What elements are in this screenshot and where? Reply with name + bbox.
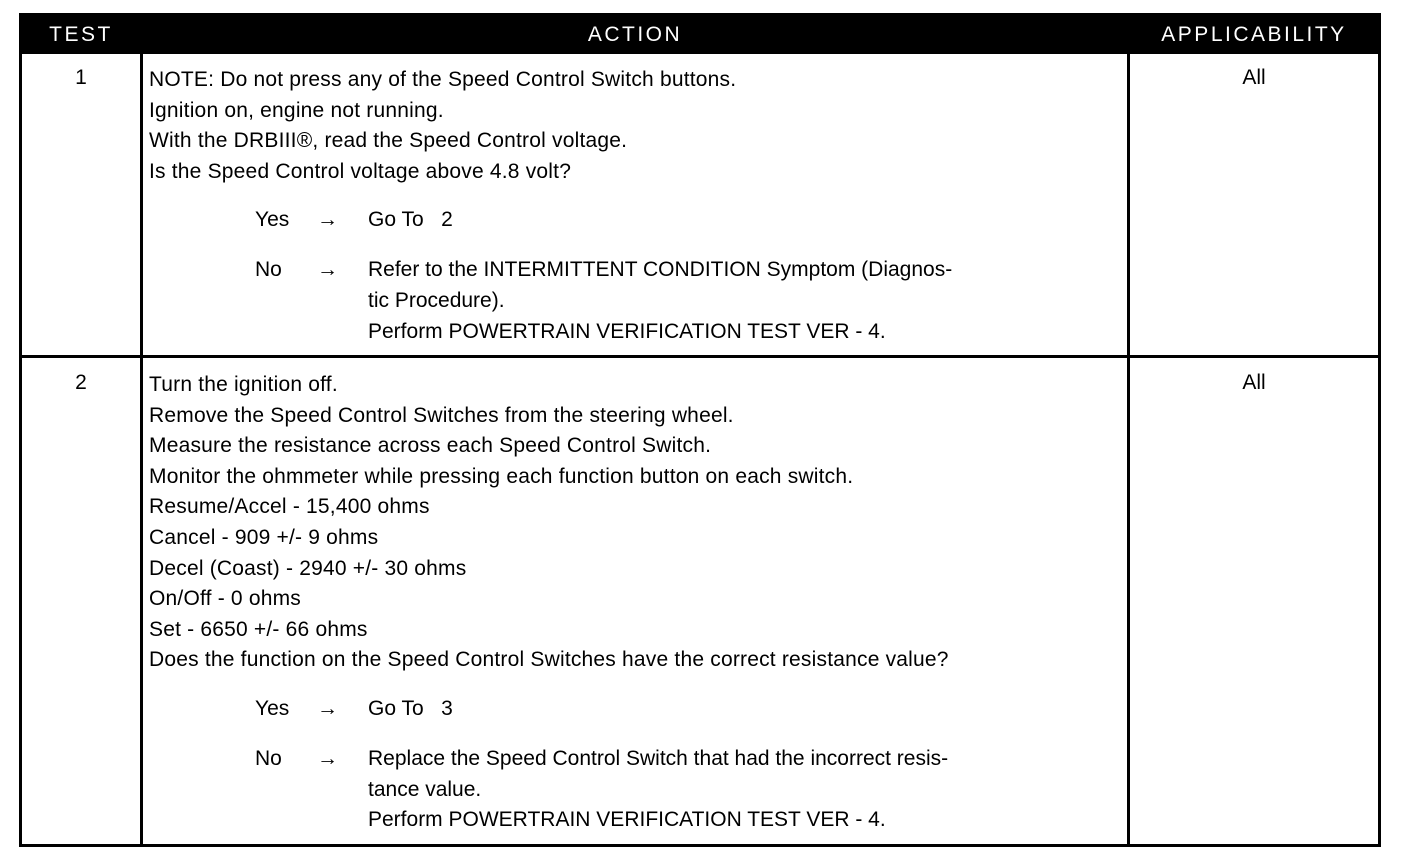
applicability-value: All — [1242, 66, 1266, 89]
test-number: 2 — [75, 371, 87, 394]
row-divider — [22, 355, 1378, 358]
header-test: TEST — [49, 23, 113, 46]
result-key: No — [255, 258, 282, 282]
result-line: Refer to the INTERMITTENT CONDITION Symptom (Diagnos- — [368, 258, 953, 282]
test-number: 1 — [75, 66, 87, 89]
result-yes — [149, 205, 1129, 235]
result-no — [149, 744, 1129, 832]
result-key: No — [255, 746, 282, 770]
result-text — [368, 694, 453, 725]
header-applicability: APPLICABILITY — [1161, 23, 1347, 46]
result-yes — [149, 694, 1129, 724]
action-cell — [149, 65, 1129, 343]
action-line: Ignition on, engine not running. — [149, 98, 444, 122]
diagnostic-table — [19, 13, 1381, 847]
table-header — [22, 16, 1378, 54]
result-text — [368, 744, 948, 836]
action-line: Remove the Speed Control Switches from the steering wheel. — [149, 403, 734, 427]
action-line: NOTE: Do not press any of the Speed Control Switch buttons. — [149, 68, 737, 91]
arrow-right-icon: → — [317, 696, 338, 720]
arrow-right-icon: → — [317, 258, 338, 282]
result-line: Replace the Speed Control Switch that had the incorrect resis- — [368, 746, 949, 770]
applicability-value: All — [1242, 371, 1266, 394]
column-divider — [140, 54, 143, 844]
action-line: Cancel - 909 +/- 9 ohms — [149, 525, 379, 549]
result-line: Perform POWERTRAIN VERIFICATION TEST VER - 4. — [368, 319, 886, 343]
action-line: With the DRBIII®, read the Speed Control voltage. — [149, 129, 628, 153]
result-text — [368, 255, 952, 347]
action-line: Measure the resistance across each Speed Control Switch. — [149, 434, 712, 458]
action-line: Resume/Accel - 15,400 ohms — [149, 495, 430, 519]
result-line: Perform POWERTRAIN VERIFICATION TEST VER - 4. — [368, 808, 886, 832]
action-line: Is the Speed Control voltage above 4.8 volt? — [149, 159, 572, 183]
header-action: ACTION — [587, 23, 683, 46]
result-key: Yes — [255, 208, 290, 232]
action-line: Set - 6650 +/- 66 ohms — [149, 617, 368, 641]
action-line: Monitor the ohmmeter while pressing each function button on each switch. — [149, 464, 854, 488]
result-text — [368, 205, 453, 236]
action-line: On/Off - 0 ohms — [149, 587, 301, 611]
action-line: Does the function on the Speed Control Switches have the correct resistance value? — [149, 648, 949, 672]
arrow-right-icon: → — [317, 208, 338, 232]
result-line: tic Procedure). — [368, 288, 505, 312]
result-line: tance value. — [368, 777, 482, 801]
result-line: Go To 2 — [368, 208, 453, 232]
arrow-right-icon: → — [317, 746, 338, 770]
result-no — [149, 255, 1129, 343]
result-key: Yes — [255, 696, 290, 720]
result-line: Go To 3 — [368, 696, 453, 720]
action-cell — [149, 370, 1129, 832]
action-line: Turn the ignition off. — [149, 373, 338, 396]
action-line: Decel (Coast) - 2940 +/- 30 ohms — [149, 556, 467, 580]
